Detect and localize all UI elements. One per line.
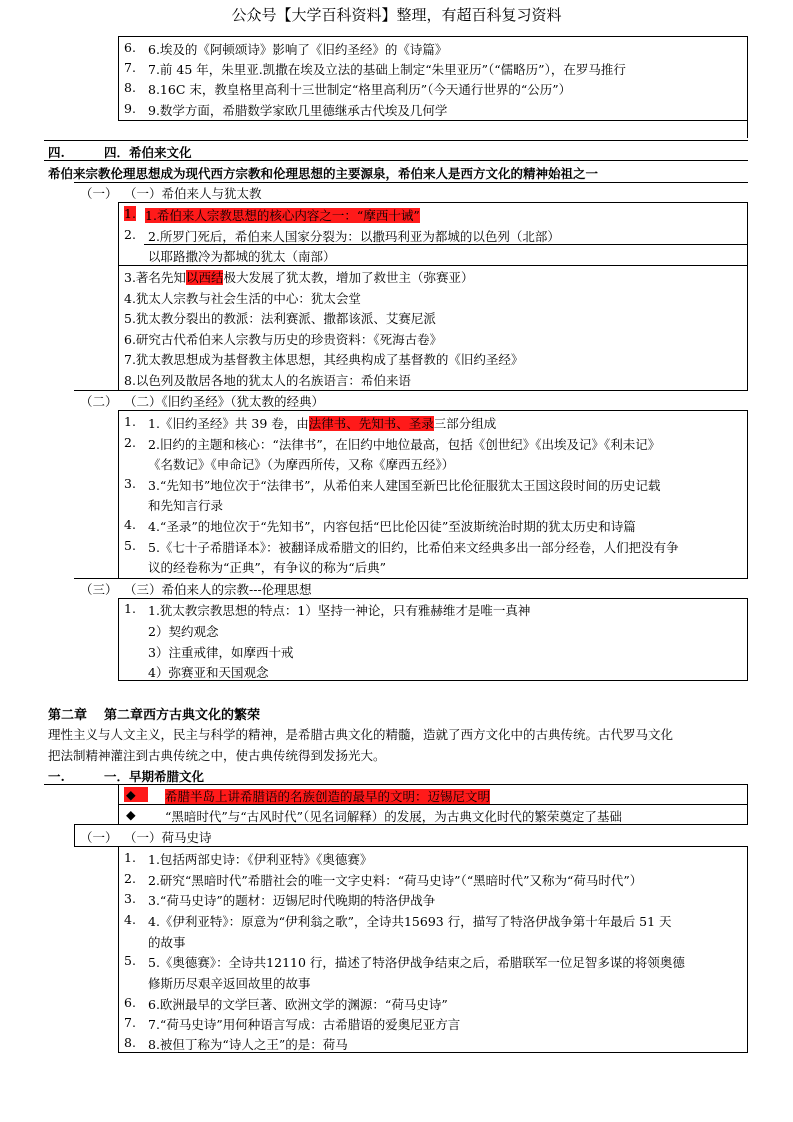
list-item: 9.数学方面，希腊数学家欧几里德继承古代埃及几何学 [148, 103, 448, 118]
divider [44, 140, 748, 141]
chapter-intro: 把法制精神灌注到古典传统之中，使古典传统得到发扬光大。 [48, 748, 386, 763]
list-item: 1.犹太教宗教思想的特点：1）坚持一神论，只有雅赫维才是唯一真神 [148, 603, 531, 618]
list-item-continuation: 议的经卷称为“正典”，有争议的称为“后典” [148, 560, 387, 575]
divider [118, 202, 119, 390]
section-title: 四．希伯来文化 [104, 145, 192, 160]
list-item-num: 1. [124, 850, 136, 865]
list-item-continuation: 以耶路撒冷为都城的犹太（南部） [148, 249, 336, 264]
divider [44, 784, 748, 785]
divider [118, 598, 748, 599]
divider [118, 846, 119, 1052]
list-item: 3.“先知书”地位次于“法律书”，从希伯来人建国至新巴比伦征服犹太王国这段时间的历史记载 [148, 478, 661, 493]
list-item-num: 4. [124, 517, 136, 532]
list-item-num: 2. [124, 227, 136, 242]
list-item-num: 7. [124, 1015, 136, 1030]
list-item-num: 7. [124, 60, 136, 75]
list-item: 4.《伊利亚特》：原意为“伊利翁之歌”，全诗共15693 行，描写了特洛伊战争第十年最后 51 天 [148, 914, 672, 929]
list-item-num: 1. [124, 414, 136, 429]
subsection-number: （二） [80, 394, 118, 409]
list-item-num: 5. [124, 953, 136, 968]
section-intro: 希伯来宗教伦理思想成为现代西方宗教和伦理思想的主要源泉，希伯来人是西方文化的精神始祖之一 [48, 166, 599, 181]
section-number: 一. [48, 769, 65, 784]
divider [74, 390, 748, 391]
bullet-item: 希腊半岛上讲希腊语的名族创造的最早的文明：迈锡尼文明 [165, 789, 491, 804]
list-item: 1.《旧约圣经》共 39 卷，由法律书、先知书、圣录三部分组成 [148, 416, 497, 431]
divider [118, 598, 119, 680]
list-item-num: 8. [124, 80, 136, 95]
section-number: 四. [48, 145, 65, 160]
highlight: 以西结 [185, 270, 224, 285]
subsection-title: （三）希伯来人的宗教---伦理思想 [124, 582, 312, 597]
divider [747, 598, 748, 680]
list-item: 8.以色列及散居各地的犹太人的名族语言：希伯来语 [124, 373, 411, 388]
list-item: 3.著名先知以西结极大发展了犹太教，增加了救世主（弥赛亚） [124, 270, 474, 285]
divider [74, 578, 748, 579]
bullet-item: “黑暗时代”与“古风时代”（见名词解释）的发展，为古典文化时代的繁荣奠定了基础 [165, 809, 622, 824]
divider [747, 202, 748, 390]
divider [118, 410, 748, 411]
list-item: 2.研究“黑暗时代”希腊社会的唯一文字史料：“荷马史诗”（“黑暗时代”又称为“荷马时代”） [148, 873, 643, 888]
subsection-title: （一）荷马史诗 [124, 830, 212, 845]
list-item: 4.“圣录”的地位次于“先知书”，内容包括“巴比伦囚徒”至波斯统治时期的犹太历史和诗篇 [148, 519, 636, 534]
list-item: 2）契约观念 [148, 624, 219, 639]
list-item-num: 2. [124, 871, 136, 886]
divider [747, 36, 748, 138]
list-item: 2.所罗门死后，希伯来人国家分裂为：以撒玛利亚为都城的以色列（北部） [148, 229, 560, 244]
divider [118, 410, 119, 578]
divider [74, 824, 748, 825]
list-item-continuation: 和先知言行录 [148, 498, 224, 513]
list-item: 2.旧约的主题和核心：“法律书”，在旧约中地位最高，包括《创世纪》《出埃及记》《利未记》 [148, 437, 661, 452]
page-header: 公众号【大学百科资料】整理，有超百科复习资料 [231, 6, 562, 24]
subsection-title: （一）希伯来人与犹太教 [124, 186, 262, 201]
list-item: 7.前 45 年，朱里亚.凯撒在埃及立法的基础上制定“朱里亚历”（“儒略历”），在罗马推行 [148, 62, 626, 77]
list-item-continuation: 《名数记》《申命记》（为摩西所传，又称《摩西五经》） [148, 457, 455, 472]
list-item: 7.犹太教思想成为基督教主体思想，其经典构成了基督教的《旧约圣经》 [124, 352, 524, 367]
list-item-continuation: 修斯历尽艰辛返回故里的故事 [148, 976, 311, 991]
list-item: 4.犹太人宗教与社会生活的中心：犹太会堂 [124, 291, 361, 306]
chapter-number: 第二章 [48, 708, 88, 723]
list-item: 3）注重戒律，如摩西十戒 [148, 645, 294, 660]
list-item: 6.埃及的《阿顿颂诗》影响了《旧约圣经》的《诗篇》 [148, 42, 448, 57]
section-title: 一．早期希腊文化 [104, 769, 205, 784]
bullet-icon: ◆ [124, 787, 148, 802]
divider [747, 410, 748, 578]
list-item-num: 8. [124, 1035, 136, 1050]
list-item: 5.《七十子希腊译本》：被翻译成希腊文的旧约，比希伯来文经典多出一部分经卷，人们把没有争 [148, 540, 679, 555]
list-item: 8.被但丁称为“诗人之王”的是：荷马 [148, 1037, 348, 1052]
subsection-number: （三） [80, 582, 118, 597]
divider [747, 846, 748, 1052]
divider [74, 846, 748, 847]
list-item: 1.包括两部史诗：《伊利亚特》《奥德赛》 [148, 852, 373, 867]
list-item-num: 3. [124, 476, 136, 491]
subsection-title: （二）《旧约圣经》（犹太教的经典） [124, 394, 325, 409]
list-item-num: 6. [124, 995, 136, 1010]
subsection-number: （一） [80, 830, 118, 845]
list-item-num: 9. [124, 101, 136, 116]
list-item-num: 2. [124, 435, 136, 450]
list-item-num: 3. [124, 891, 136, 906]
list-item: 3.“荷马史诗”的题材：迈锡尼时代晚期的特洛伊战争 [148, 893, 436, 908]
list-item-continuation: 的故事 [148, 935, 186, 950]
list-item: 5.《奥德赛》：全诗共12110 行，描述了特洛伊战争结束之后，希腊联军一位足智多谋的将领奥德 [148, 955, 685, 970]
list-item-num: 6. [124, 40, 136, 55]
divider [118, 36, 748, 37]
chapter-title: 第二章西方古典文化的繁荣 [104, 708, 261, 723]
divider [74, 182, 748, 183]
list-item: 5.犹太教分裂出的教派：法利赛派、撒都该派、艾赛尼派 [124, 311, 436, 326]
bullet-icon: ◆ [126, 807, 136, 822]
subsection-number: （一） [80, 186, 118, 201]
list-item-num: 5. [124, 538, 136, 553]
list-item-num: 1. [124, 206, 136, 221]
list-item: 6.欧洲最早的文学巨著、欧洲文学的渊源：“荷马史诗” [148, 997, 448, 1012]
list-item: 6.研究古代希伯来人宗教与历史的珍贵资料：《死海古卷》 [124, 332, 443, 347]
list-item: 8.16C 末，教皇格里高利十三世制定“格里高利历”（今天通行世界的“公历”） [148, 82, 572, 97]
divider [118, 804, 748, 805]
list-item: 7.“荷马史诗”用何种语言写成：古希腊语的爱奥尼亚方言 [148, 1017, 461, 1032]
highlight: 法律书、先知书、圣录 [308, 416, 434, 431]
list-item: 1.希伯来人宗教思想的核心内容之一：“摩西十诫” [145, 208, 420, 223]
divider [118, 202, 748, 203]
divider [74, 824, 75, 846]
list-item-num: 4. [124, 912, 136, 927]
chapter-intro: 理性主义与人文主义，民主与科学的精神，是希腊古典文化的精髓，造就了西方文化中的古典传统。古代罗马文化 [48, 727, 674, 742]
divider [44, 160, 748, 161]
list-item-num: 1. [124, 601, 136, 616]
divider [118, 120, 748, 121]
divider [144, 244, 748, 245]
divider [118, 36, 119, 120]
list-item: 4）弥赛亚和天国观念 [148, 665, 269, 680]
divider [118, 265, 748, 266]
